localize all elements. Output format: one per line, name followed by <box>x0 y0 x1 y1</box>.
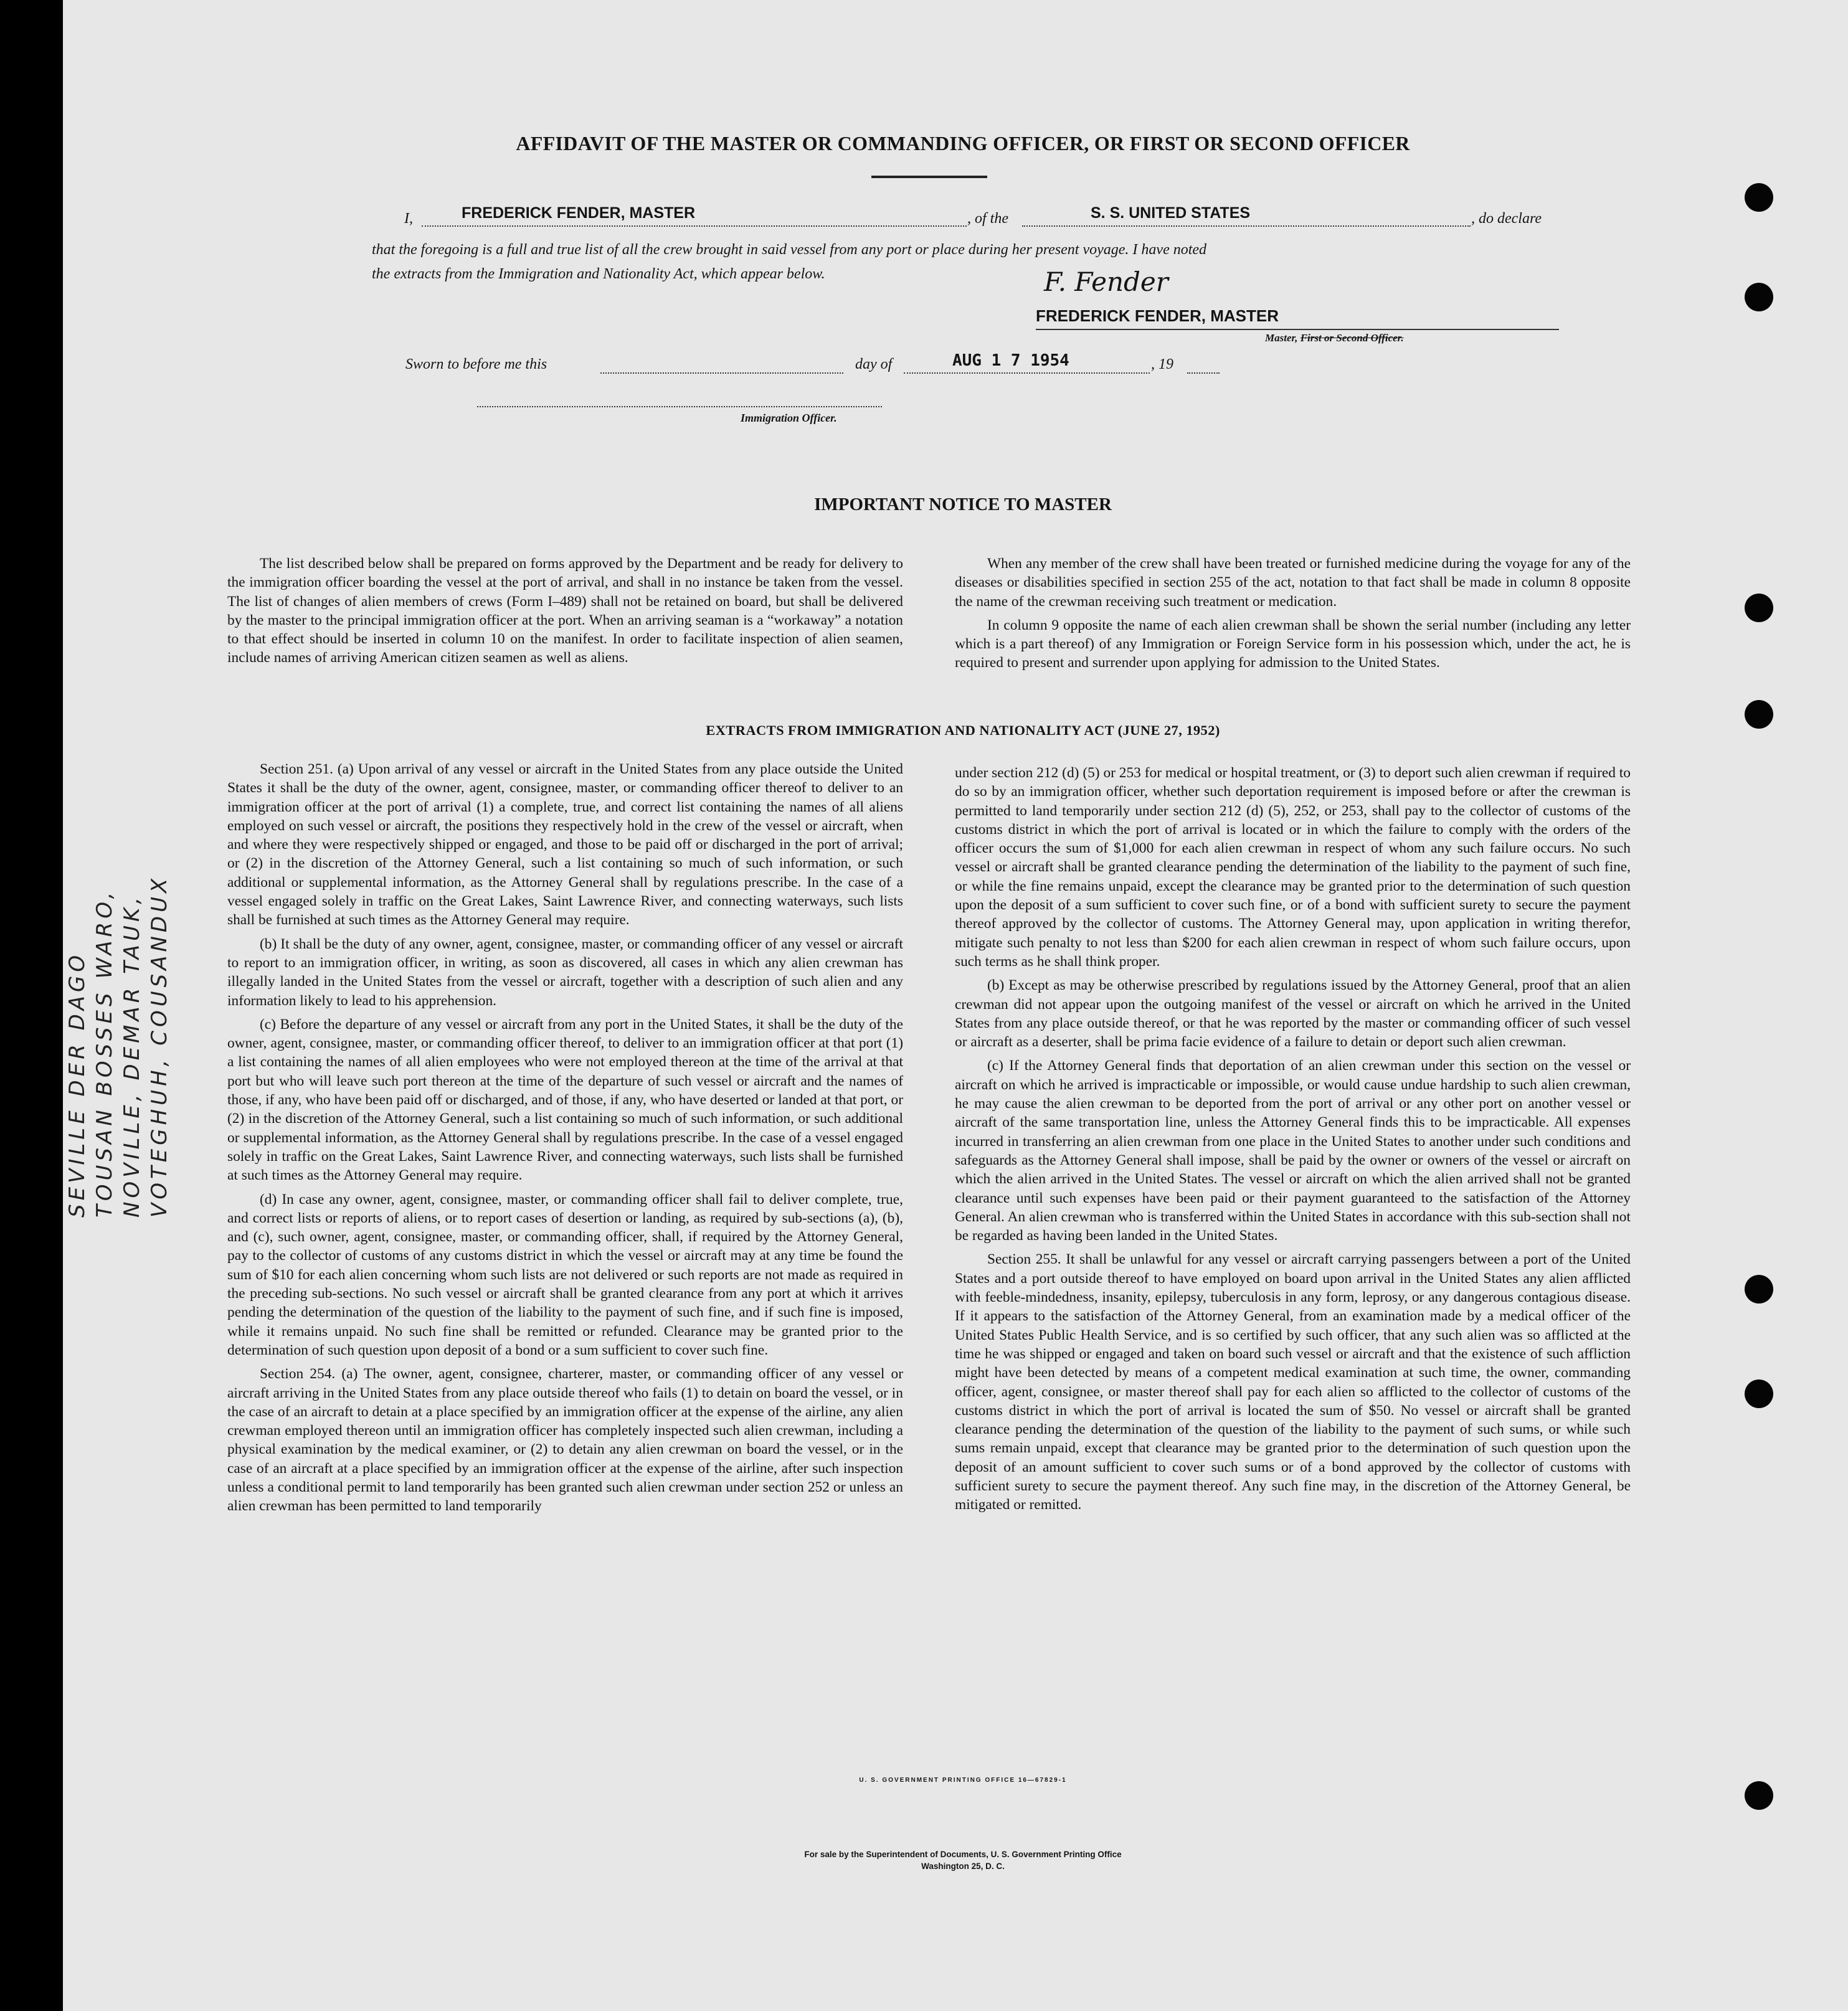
handwritten-margin-note <box>64 869 172 1218</box>
date-stamp: AUG 1 7 1954 <box>952 351 1069 370</box>
year-field <box>1187 355 1220 374</box>
punch-hole <box>1745 183 1773 212</box>
notice-left-column <box>227 554 903 673</box>
handwritten-line-3: NOVILLE, DEMAR TAUK, <box>120 893 145 1218</box>
extracts-left-column <box>227 760 903 1521</box>
do-declare-label: , do declare <box>1471 211 1542 227</box>
vessel-field <box>1022 206 1471 227</box>
immigration-officer-signature-line <box>477 394 882 407</box>
section-251b: (b) It shall be the duty of any owner, agent, consignee, master, or commanding officer of any vessel or aircraft to report to an immigration officer, in writing, as soon as discovered, all cases in which any alien crewman has illegally landed in the United States from the vessel or aircraft, together with a description of such alien and any information likely to lead to his apprehension. <box>227 935 903 1009</box>
footer-sale-notice <box>125 1848 1801 1872</box>
caption-master: Master, <box>1265 332 1301 344</box>
declaration-line-1: that the foregoing is a full and true list of all the crew brought in said vessel from any port or place during her present voyage. I have noted <box>372 242 1207 258</box>
section-251a: Section 251. (a) Upon arrival of any vessel or aircraft in the United States from any place outside the United States it shall be the duty of the owner, agent, consignee, master, or commanding officer thereof to deliver to an immigration officer at the port of arrival (1) a complete, true, and correct list containing the names of all aliens employed on such vessel or aircraft, the positions they respectively hold in the crew of the vessel or aircraft, when and where they were respectively shipped or engaged, and those to be paid off or discharged in the port of arrival; or (2) in the discretion of the Attorney General, such a list containing so much of such information, or such additional or supplemental information, as the Attorney General shall by regulations prescribe. In the case of a vessel engaged solely in traffic on the Great Lakes, Saint Lawrence River, and connecting waterways, such lists shall be furnished at such times as the Attorney General may require. <box>227 761 903 929</box>
officer-caption: Immigration Officer. <box>741 412 837 424</box>
punch-hole <box>1745 283 1773 311</box>
declaration-line-2: the extracts from the Immigration and Nationality Act, which appear below. <box>372 266 825 282</box>
section-251d: (d) In case any owner, agent, consignee, master, or commanding officer shall fail to deliver complete, true, and correct lists or reports of aliens, or to report cases of desertion or landing, as required by sub-sections (a), (b), and (c), such owner, agent, consignee, master, or commanding officer, shall, if required by the Attorney General, pay to the collector of customs of any customs district in which the vessel or aircraft may at any time be found the sum of $10 for each alien concerning whom such lists are not delivered or such reports are not made as required in the preceding sub-sections. No such vessel or aircraft shall be granted clearance from any port at which it arrives pending the determination of the question of the liability to the payment of such fine, and if such fine is imposed, while it remains unpaid. No such fine shall be remitted or refunded. Clearance may be granted prior to the determination of such question upon deposit of a bond or a sum sufficient to cover such fine. <box>227 1191 903 1358</box>
section-255: Section 255. It shall be unlawful for any vessel or aircraft carrying passengers between a port of the United States and a port outside thereof to have employed on board upon arrival in the United States any alien afflicted with feeble-mindedness, insanity, epilepsy, tuberculosis in any form, leprosy, or any dangerous contagious disease. If it appears to the satisfaction of the Attorney General, from an examination made by a medical officer of the United States Public Health Service, and is so certified by such officer, that any such alien was so afflicted at the time he was shipped or engaged and taken on board such vessel or aircraft and that the existence of such affliction might have been detected by means of a competent medical examination at such time, the owner, commanding officer, agent, consignee, or master thereof shall pay for each alien so afflicted to the collector of customs of the customs district in which the port of arrival is located the sum of $50. No vessel or aircraft shall be granted clearance pending the determination of the question of the liability to the payment of such sums, or while such sums remain unpaid, except that clearance may be granted prior to the determination of such question upon the deposit of an amount sufficient to cover such sums or of a bond approved by the collector of customs with sufficient surety to secure the payment thereof. Any such fine may, in the discretion of the Attorney General, be mitigated or remitted. <box>955 1251 1631 1513</box>
i-label: I, <box>404 211 413 227</box>
section-254a-continued: under section 212 (d) (5) or 253 for medical or hospital treatment, or (3) to deport such alien crewman if required to do so by an immigration officer, whether such deportation requirement is imposed before or after the crewman is permitted to land temporarily under section 212 (d) (5), 252, or 253, shall pay to the collector of customs of the customs district in which the port of arrival is located or in which the failure to comply with the orders of the officer occurs the sum of $1,000 for each alien crewman in respect of whom any such failure occurs. No such vessel or aircraft shall be granted clearance pending the determination of the liability to the payment of such fine, or while the fine remains unpaid, except the clearance may be granted prior to the determination of such question upon the deposit of a sum sufficient to cover such fine, or of a bond with sufficient surety to secure the payment thereof approved by the collector of customs. The Attorney General may, upon application in writing therefor, mitigate such penalty to not less than $200 for each alien crewman in respect of whom such failure occurs, upon such terms as he shall think proper. <box>955 765 1631 970</box>
extracts-right-column <box>955 764 1631 1520</box>
punch-hole <box>1745 700 1773 729</box>
footer-sale-line-2: Washington 25, D. C. <box>921 1862 1005 1871</box>
signature-line <box>1036 329 1559 330</box>
punch-hole <box>1745 1379 1773 1408</box>
section-254a: Section 254. (a) The owner, agent, consignee, charterer, master, or commanding officer of any vessel or aircraft arriving in the United States from any place outside thereof who fails (1) to detain on board the vessel, or in the case of an aircraft to detain at a place specified by an immigration officer at the expense of the airline, any alien crewman employed thereon until an immigration officer has completely inspected such alien crewman, including a physical examination by the medical examiner, or (2) to detain any alien crewman on board the vessel, or in the case of an aircraft at a place specified by an immigration officer at the expense of the airline, after such inspection unless a conditional permit to land temporarily has been granted such alien crewman under section 252 or unless an alien crewman has been permitted to land temporarily <box>227 1366 903 1515</box>
footer-sale-line-1: For sale by the Superintendent of Documents, U. S. Government Printing Office <box>804 1850 1122 1859</box>
notice-left-paragraph: The list described below shall be prepared on forms approved by the Department and be ready for delivery to the immigration officer boarding the vessel at the port of arrival, and shall in no instance be taken from the vessel. The list of changes of alien members of crews (Form I–489) shall not be retained on board, but shall be delivered by the master to the principal immigration officer at the port. When an arriving seaman is a “workaway” a notation to that effect should be inserted in column 10 on the manifest. In order to facilitate inspection of alien seamen, include names of arriving American citizen seamen as well as aliens. <box>227 556 903 666</box>
caption-struck-officer: First or Second Officer. <box>1300 332 1404 344</box>
sworn-label: Sworn to before me this <box>405 356 547 372</box>
punch-hole <box>1745 1781 1773 1810</box>
punch-hole <box>1745 1275 1773 1304</box>
notice-right-paragraph-2: In column 9 opposite the name of each alien crewman shall be shown the serial number (including any letter which is a part thereof) of any Immigration or Foreign Service form in his possession which, under the act, he is required to present and surrender upon applying for admission to the United States. <box>955 617 1631 671</box>
section-254b: (b) Except as may be otherwise prescribed by regulations issued by the Attorney General, proof that an alien crewman did not appear upon the outgoing manifest of the vessel or aircraft on which he arrived in the United States from any place outside thereof, or that he was reported by the master or commanding officer of such vessel or aircraft as a deserter, shall be prima facie evidence of a failure to detain or deport such alien crewman. <box>955 977 1631 1051</box>
handwritten-line-1: SEVILLE DER DAGO <box>65 951 90 1218</box>
section-251c: (c) Before the departure of any vessel or aircraft from any port in the United States, it shall be the duty of the owner, agent, consignee, master, or commanding officer thereof, to deliver to an immigration officer at that port (1) a list containing the names of all alien employees who were not employed thereon at the time of the arrival at that port but who will leave such port thereon at the time of the departure of such vessel or aircraft and the names of those, if any, who have been paid off or discharged, and of those, if any, who have deserted or landed at that port, or (2) in the discretion of the Attorney General, such a list containing so much of such information, or such additional or supplemental information, as the Attorney General shall by regulations prescribe. In the case of a vessel engaged solely in traffic on the Great Lakes, Saint Lawrence River, and connecting waterways, such lists shall be furnished at such times as the Attorney General may require. <box>227 1016 903 1184</box>
notice-title: IMPORTANT NOTICE TO MASTER <box>814 494 1112 514</box>
section-254c: (c) If the Attorney General finds that deportation of an alien crewman under this section on the vessel or aircraft on which he arrived is impracticable or impossible, or would cause undue hardship to such alien crewman, he may cause the alien crewman to be deported from the port of arrival or any other port on another vessel or aircraft of the same transportation line, unless the Attorney General finds this to be impracticable. All expenses incurred in transferring an alien crewman from one place in the United States to another under such conditions and safeguards as the Attorney General shall impose, shall be paid by the owner or owners of the vessel or aircraft on which the alien arrived in the United States. The vessel or aircraft on which the alien arrived shall not be granted clearance until such expenses have been paid or their payment guaranteed to the satisfaction of the Attorney General. An alien crewman who is transferred within the United States in accordance with this sub-section shall not be regarded as having been landed in the United States. <box>955 1058 1631 1244</box>
vessel-value: S. S. UNITED STATES <box>1091 204 1251 222</box>
day-of-label: day of <box>855 356 893 372</box>
sworn-day-field <box>600 355 843 374</box>
master-signature: F. Fender <box>1044 267 1168 297</box>
printing-office-code: U. S. GOVERNMENT PRINTING OFFICE 16—67829-1 <box>859 1777 1067 1784</box>
name-value: FREDERICK FENDER, MASTER <box>462 204 696 222</box>
handwritten-line-2: TOUSAN BOSSES WARO, <box>92 888 117 1218</box>
title-rule <box>871 176 987 178</box>
form-page <box>63 0 1848 2011</box>
punch-hole <box>1745 594 1773 622</box>
signature-name: FREDERICK FENDER, MASTER <box>1036 306 1279 325</box>
notice-right-column <box>955 554 1631 678</box>
extracts-title: EXTRACTS FROM IMMIGRATION AND NATIONALITY ACT (JUNE 27, 1952) <box>706 722 1220 738</box>
signature-caption <box>1265 332 1404 344</box>
name-field <box>422 206 967 227</box>
notice-right-paragraph-1: When any member of the crew shall have been treated or furnished medicine during the voyage for any of the diseases or disabilities specified in section 255 of the act, notation to that fact shall be made in column 8 opposite the name of the crewman receiving such treatment or medication. <box>955 556 1631 610</box>
affidavit-title: AFFIDAVIT OF THE MASTER OR COMMANDING OFFICER, OR FIRST OR SECOND OFFICER <box>516 132 1410 154</box>
handwritten-line-4: VOTEGHUH, COUSANDUX <box>147 874 172 1218</box>
of-the-label: , of the <box>967 211 1008 227</box>
date-field <box>904 351 1150 374</box>
year-label: , 19 <box>1151 356 1173 372</box>
